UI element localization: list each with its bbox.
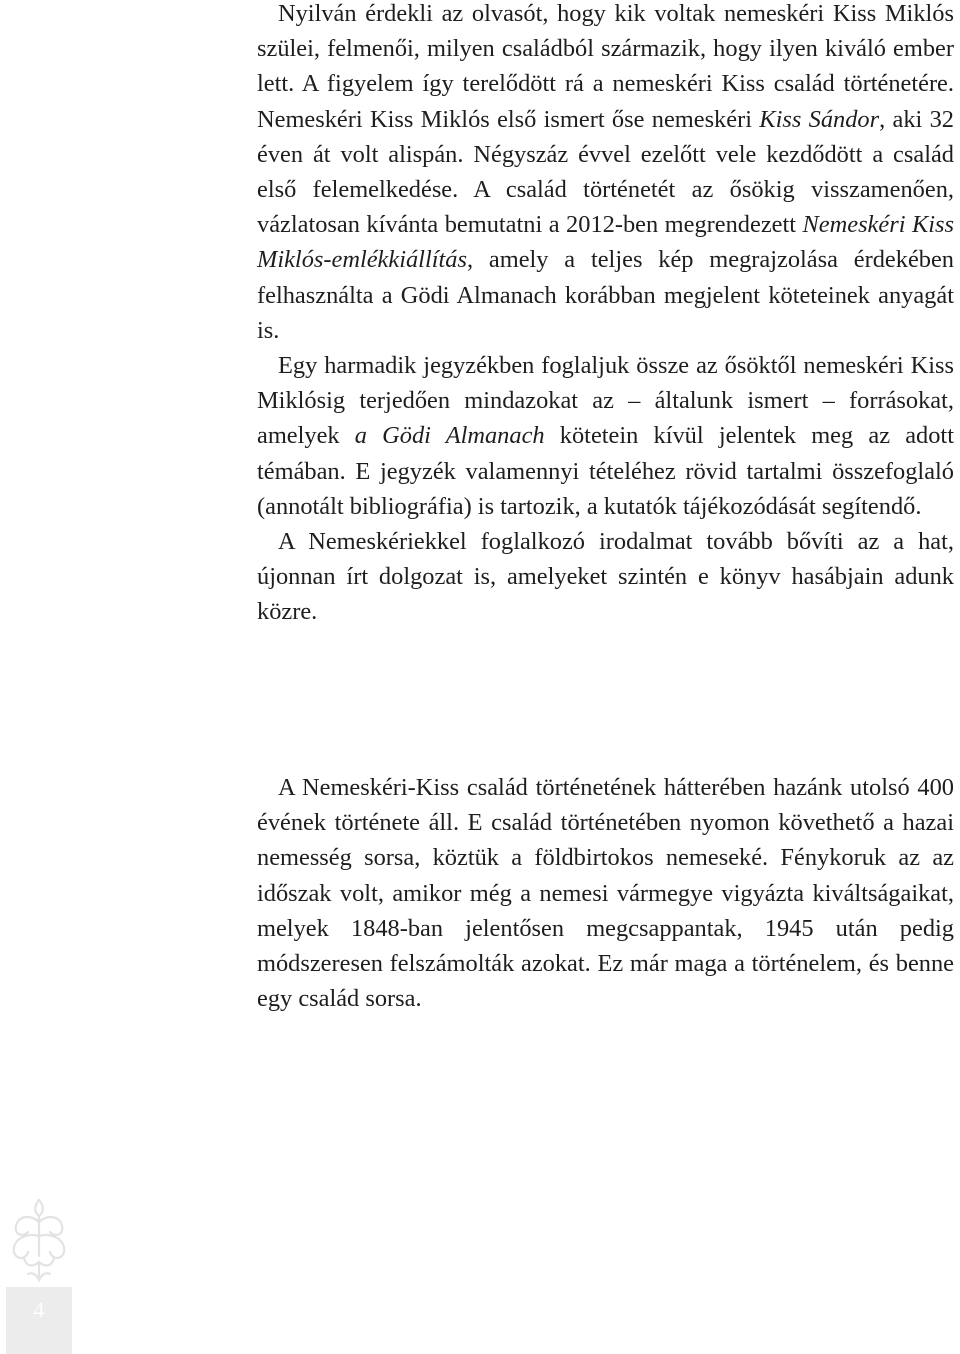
page-number: 4 bbox=[33, 1297, 45, 1322]
paragraph-1-text-a: Nyilván érdekli az olvasót, hogy kik voltak nemeskéri Kiss Miklós szülei, felmenői, milyen családból származik, hogy ilyen kiváló ember lett. A figyelem így terelődött rá a nemeskéri Kiss család történetére. Nemeskéri Kiss Miklós első ismert őse nemeskéri bbox=[257, 0, 954, 133]
paragraph-1-italic-name: Kiss Sándor bbox=[759, 105, 880, 133]
paragraph-1-text-b: , aki 32 éven át volt alispán. Négyszáz évvel ezelőtt vele kezdődött a család első felemelkedése. A család történetét az ősökig visszamenően, vázlatosan kívánta bemutatni a 2012-ben megrendezett bbox=[257, 105, 955, 239]
paragraph-2 bbox=[257, 348, 954, 524]
paragraph-1 bbox=[257, 0, 954, 348]
paragraph-2-text-a: Egy harmadik jegyzékben foglaljuk össze az ősöktől nemeskéri Kiss Miklósig terjedően mindazokat az – általunk ismert – forrásokat, amelyek bbox=[257, 352, 954, 450]
paragraph-2-text-b: kötetein kívül jelentek meg az adott témában. E jegyzék valamennyi tételéhez rövid tartalmi összefoglaló (annotált bibliográfia) is tartozik, a kutatók tájékozódását segítendő. bbox=[257, 422, 954, 520]
paragraph-4: A Nemeskéri-Kiss család történetének hátterében hazánk utolsó 400 évének története áll. E család történetében nyomon követhető a hazai nemesség sorsa, köztük a földbirtokos nemeseké. Fénykoruk az az időszak volt, amikor még a nemesi vármegye vigyázta kiváltságaikat, melyek 1848-ban jelentősen megcsappantak, 1945 után pedig módszeresen felszámolták azokat. Ez már maga a történelem, és benne egy család sorsa. bbox=[257, 774, 954, 1013]
paragraph-3: A Nemeskériekkel foglalkozó irodalmat tovább bővíti az a hat, újonnan írt dolgozat is, amelyeket szintén e könyv hasábjain adunk közre. bbox=[257, 528, 954, 626]
paragraph-2-italic-almanach: a Gödi Almanach bbox=[354, 422, 545, 450]
paragraph-1-text-c: , amely a teljes kép megrajzolása érdekében felhasználta a Gödi Almanach korábban megjelent köteteinek anyagát is. bbox=[257, 246, 954, 344]
section-2 bbox=[257, 770, 954, 1016]
page-number-box bbox=[6, 1287, 72, 1354]
floral-ornament-icon bbox=[4, 1196, 74, 1284]
paragraph-1-italic-exhibition: Nemeskéri Kiss Miklós-emlékkiállítás bbox=[257, 211, 954, 274]
section-1 bbox=[257, 0, 954, 630]
